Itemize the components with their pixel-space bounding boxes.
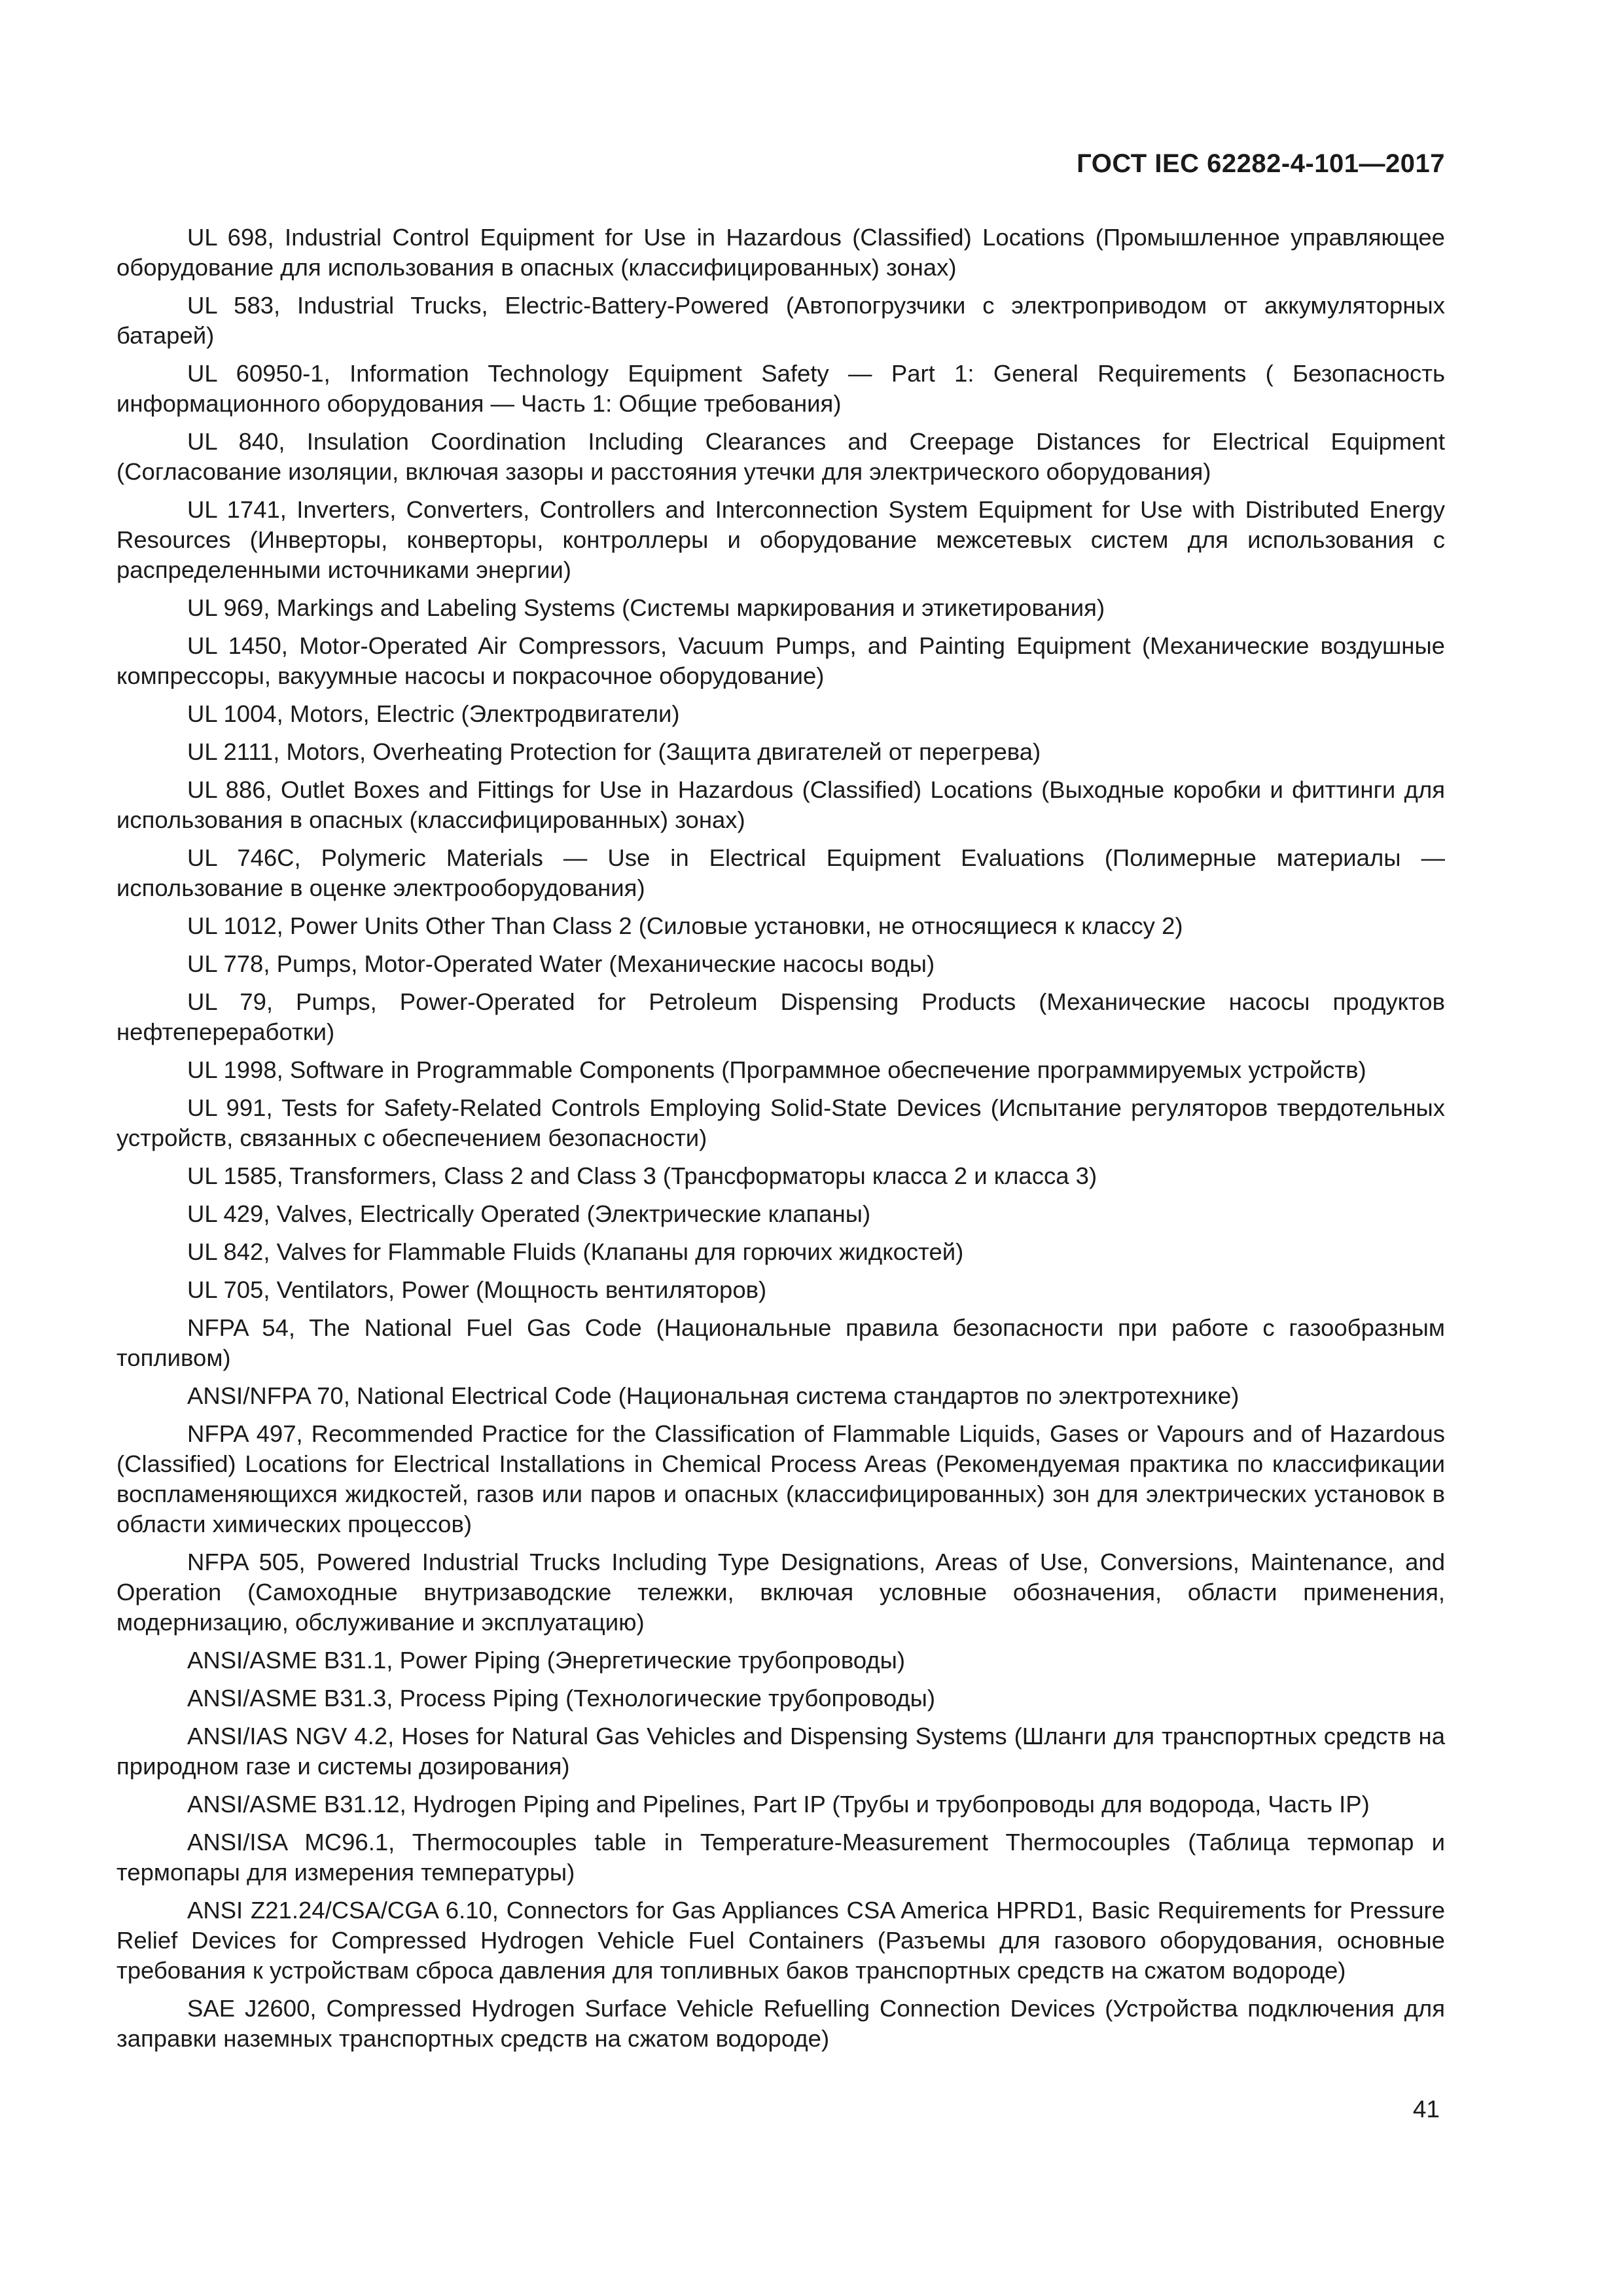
document-header: ГОСТ IEC 62282-4-101—2017	[1077, 149, 1445, 178]
reference-entry: ANSI/NFPA 70, National Electrical Code (Национальная система стандартов по электротехнике)	[187, 1382, 1240, 1409]
reference-entry: UL 1450, Motor-Operated Air Compressors, Vacuum Pumps, and Painting Equipment (Механические воздушные компрессоры, вакуумные насосы и покрасочное оборудование)	[116, 632, 1445, 689]
reference-entry: UL 778, Pumps, Motor-Operated Water (Механические насосы воды)	[187, 950, 935, 977]
reference-list	[116, 223, 1445, 2062]
reference-entry: UL 840, Insulation Coordination Including Clearances and Creepage Distances for Electrical Equipment (Согласование изоляции, включая зазоры и расстояния утечки для электрического оборудования)	[116, 428, 1445, 485]
reference-entry: UL 969, Markings and Labeling Systems (Системы маркирования и этикетирования)	[187, 594, 1105, 621]
reference-entry: UL 79, Pumps, Power-Operated for Petroleum Dispensing Products (Механические насосы продуктов нефтепереработки)	[116, 988, 1445, 1045]
reference-entry: UL 2111, Motors, Overheating Protection for (Защита двигателей от перегрева)	[187, 738, 1041, 765]
reference-entry: ANSI/ASME B31.1, Power Piping (Энергетические трубопроводы)	[187, 1647, 905, 1674]
reference-entry: UL 583, Industrial Trucks, Electric-Battery-Powered (Автопогрузчики с электроприводом от аккумуляторных батарей)	[116, 292, 1445, 349]
reference-entry: NFPA 505, Powered Industrial Trucks Including Type Designations, Areas of Use, Conversions, Maintenance, and Operation (Самоходные внутризаводские тележки, включая условные обозначения, области применения, модернизацию, обслуживание и эксплуатацию)	[116, 1549, 1445, 1636]
reference-entry: UL 1012, Power Units Other Than Class 2 (Силовые установки, не относящиеся к классу 2)	[187, 912, 1183, 939]
reference-entry: UL 60950-1, Information Technology Equipment Safety — Part 1: General Requirements ( Безопасность информационного оборудования — Часть 1: Общие требования)	[116, 360, 1445, 417]
reference-entry: UL 698, Industrial Control Equipment for Use in Hazardous (Classified) Locations (Промышленное управляющее оборудование для использования в опасных (классифицированных) зонах)	[116, 224, 1445, 281]
reference-entry: UL 1998, Software in Programmable Components (Программное обеспечение программируемых устройств)	[187, 1056, 1366, 1083]
reference-entry: UL 842, Valves for Flammable Fluids (Клапаны для горючих жидкостей)	[187, 1238, 964, 1265]
reference-entry: UL 991, Tests for Safety-Related Controls Employing Solid-State Devices (Испытание регуляторов твердотельных устройств, связанных с обеспечением безопасности)	[116, 1094, 1445, 1151]
reference-entry: UL 1004, Motors, Electric (Электродвигатели)	[187, 700, 680, 727]
reference-entry: ANSI/IAS NGV 4.2, Hoses for Natural Gas Vehicles and Dispensing Systems (Шланги для транспортных средств на природном газе и системы дозирования)	[116, 1723, 1445, 1780]
reference-entry: SAE J2600, Compressed Hydrogen Surface Vehicle Refuelling Connection Devices (Устройства подключения для заправки наземных транспортных средств на сжатом водороде)	[116, 1995, 1445, 2052]
reference-entry: UL 886, Outlet Boxes and Fittings for Use in Hazardous (Classified) Locations (Выходные коробки и фиттинги для использования в опасных (классифицированных) зонах)	[116, 776, 1445, 833]
reference-entry: UL 1585, Transformers, Class 2 and Class 3 (Трансформаторы класса 2 и класса 3)	[187, 1162, 1097, 1189]
reference-entry: UL 746C, Polymeric Materials — Use in Electrical Equipment Evaluations (Полимерные материалы — использование в оценке электрооборудования)	[116, 844, 1445, 901]
reference-entry: UL 705, Ventilators, Power (Мощность вентиляторов)	[187, 1276, 767, 1303]
reference-entry: ANSI/ASME B31.12, Hydrogen Piping and Pipelines, Part IP (Трубы и трубопроводы для водорода, Часть IP)	[187, 1791, 1370, 1818]
reference-entry: NFPA 497, Recommended Practice for the Classification of Flammable Liquids, Gases or Vapours and of Hazardous (Classified) Locations for Electrical Installations in Chemical Process Areas (Рекомендуемая практика по классификации воспламеняющихся жидкостей, газов или паров и опасных (классифицированных) зон для электрических установок в области химических процессов)	[116, 1420, 1445, 1537]
reference-entry: ANSI/ISA MC96.1, Thermocouples table in Temperature-Measurement Thermocouples (Таблица термопар и термопары для измерения температуры)	[116, 1829, 1445, 1886]
reference-entry: UL 429, Valves, Electrically Operated (Электрические клапаны)	[187, 1200, 871, 1227]
reference-entry: ANSI/ASME B31.3, Process Piping (Технологические трубопроводы)	[187, 1685, 936, 1712]
reference-entry: ANSI Z21.24/CSA/CGA 6.10, Connectors for Gas Appliances CSA America HPRD1, Basic Requirements for Pressure Relief Devices for Compressed Hydrogen Vehicle Fuel Containers (Разъемы для газового оборудования, основные требования к устройствам сброса давления для топливных баков транспортных средств на сжатом водороде)	[116, 1897, 1445, 1984]
reference-entry: NFPA 54, The National Fuel Gas Code (Национальные правила безопасности при работе с газообразным топливом)	[116, 1314, 1445, 1371]
page-number: 41	[1412, 2096, 1440, 2123]
reference-entry: UL 1741, Inverters, Converters, Controllers and Interconnection System Equipment for Use with Distributed Energy Resources (Инверторы, конверторы, контроллеры и оборудование межсетевых систем для использования с распределенными источниками энергии)	[116, 496, 1445, 583]
